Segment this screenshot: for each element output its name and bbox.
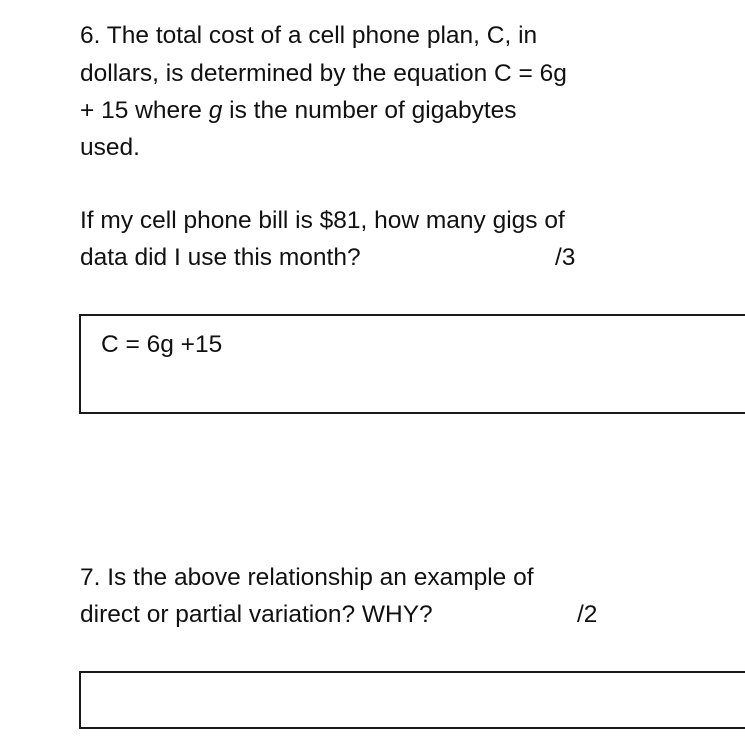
q6-prompt-line-2: data did I use this month? (80, 244, 361, 271)
q6-line-4: used. (80, 134, 140, 161)
q6-line-3-prefix: + 15 where (80, 97, 209, 124)
q6-marks: /3 (555, 244, 576, 271)
q7-answer-box[interactable] (79, 671, 745, 729)
q6-answer-box[interactable] (79, 314, 745, 414)
q7-line-1: 7. Is the above relationship an example of (80, 564, 534, 591)
q6-line-2: dollars, is determined by the equation C = 6g (80, 60, 567, 87)
q6-line-3-suffix: is the number of gigabytes (222, 97, 517, 124)
q7-line-2: direct or partial variation? WHY? (80, 601, 433, 628)
q6-answer-text: C = 6g +15 (101, 331, 223, 358)
q6-line-1: 6. The total cost of a cell phone plan, C, in (80, 22, 538, 49)
q6-variable-g: g (208, 97, 223, 124)
q6-line-3 (80, 96, 517, 126)
q6-prompt-line-1: If my cell phone bill is $81, how many gigs of (80, 207, 565, 234)
q7-marks: /2 (577, 601, 598, 628)
